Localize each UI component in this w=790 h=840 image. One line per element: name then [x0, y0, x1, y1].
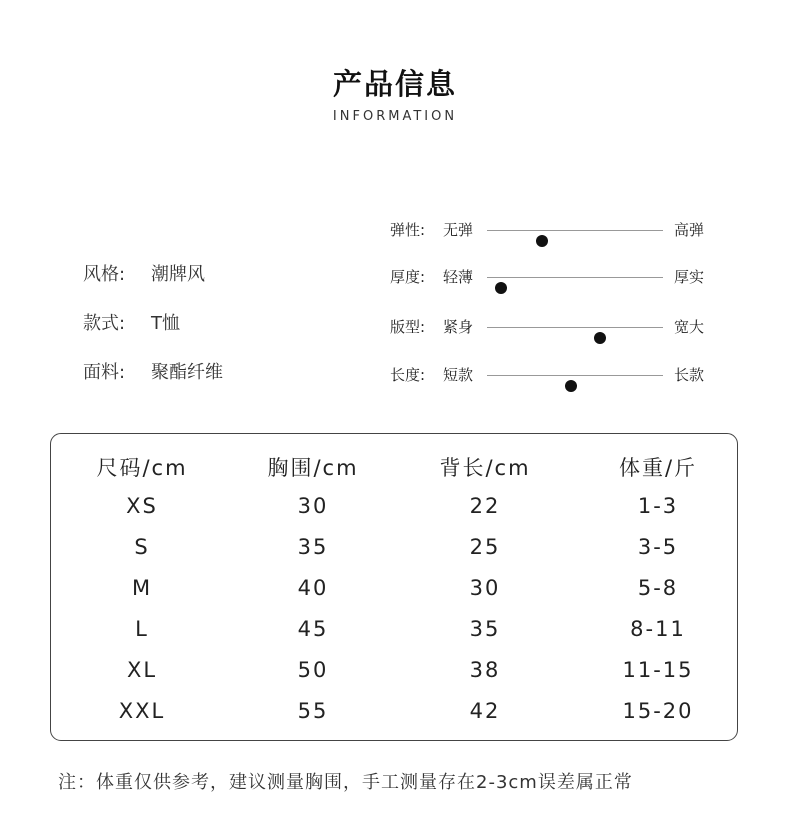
- attribute-key: 风格:: [83, 264, 126, 285]
- scale-label: 版型:: [390, 318, 426, 336]
- scale-elasticity: [390, 219, 720, 241]
- attribute-key: 面料:: [83, 362, 126, 383]
- scale-marker: [594, 332, 606, 344]
- size-table: [50, 433, 738, 741]
- scale-high-label: 长款: [674, 366, 705, 384]
- attribute-value: T恤: [151, 313, 180, 334]
- scale-marker: [565, 380, 577, 392]
- table-cell: 40: [297, 576, 329, 600]
- table-cell: 35: [469, 617, 501, 641]
- scale-track: [487, 375, 663, 376]
- scale-thickness: [390, 266, 720, 288]
- attribute-fabric: [83, 360, 223, 386]
- table-cell: 3-5: [637, 535, 679, 559]
- attribute-style: [83, 262, 205, 288]
- table-header: 背长/cm: [439, 456, 531, 480]
- scale-track: [487, 327, 663, 328]
- scale-label: 厚度:: [390, 268, 426, 286]
- scale-marker: [495, 282, 507, 294]
- scale-high-label: 厚实: [674, 268, 705, 286]
- table-cell: 45: [297, 617, 329, 641]
- scale-label: 弹性:: [390, 221, 426, 239]
- attribute-value: 聚酯纤维: [151, 362, 223, 383]
- scale-marker: [536, 235, 548, 247]
- table-cell: XXL: [118, 699, 166, 723]
- scale-high-label: 高弹: [674, 221, 705, 239]
- scale-high-label: 宽大: [674, 318, 705, 336]
- table-cell: 35: [297, 535, 329, 559]
- page-title: 产品信息: [332, 67, 457, 101]
- scale-fit: [390, 316, 720, 338]
- scale-low-label: 轻薄: [443, 268, 474, 286]
- table-cell: 1-3: [637, 494, 679, 518]
- scale-low-label: 短款: [443, 366, 474, 384]
- scale-length: [390, 364, 720, 386]
- attribute-key: 款式:: [83, 313, 126, 334]
- table-cell: 5-8: [637, 576, 679, 600]
- table-cell: 25: [469, 535, 501, 559]
- table-cell: XS: [126, 494, 158, 518]
- table-cell: 30: [297, 494, 329, 518]
- attribute-value: 潮牌风: [151, 264, 205, 285]
- table-cell: 8-11: [630, 617, 686, 641]
- footnote: 注：体重仅供参考，建议测量胸围，手工测量存在2-3cm误差属正常: [58, 772, 633, 793]
- table-cell: 11-15: [622, 658, 694, 682]
- scale-track: [487, 277, 663, 278]
- scale-track: [487, 230, 663, 231]
- table-cell: 15-20: [622, 699, 694, 723]
- scale-low-label: 无弹: [443, 221, 474, 239]
- table-cell: 55: [297, 699, 329, 723]
- table-cell: M: [131, 576, 153, 600]
- table-cell: 50: [297, 658, 329, 682]
- scale-label: 长度:: [390, 366, 426, 384]
- table-cell: XL: [126, 658, 158, 682]
- table-cell: 30: [469, 576, 501, 600]
- table-cell: 42: [469, 699, 501, 723]
- table-cell: L: [135, 617, 149, 641]
- table-header: 尺码/cm: [96, 456, 188, 480]
- scale-low-label: 紧身: [443, 318, 474, 336]
- table-cell: S: [134, 535, 150, 559]
- table-header: 胸围/cm: [267, 456, 359, 480]
- table-cell: 22: [469, 494, 501, 518]
- attribute-type: [83, 311, 180, 337]
- page-subtitle: INFORMATION: [332, 109, 458, 124]
- table-header: 体重/斤: [618, 456, 698, 480]
- table-cell: 38: [469, 658, 501, 682]
